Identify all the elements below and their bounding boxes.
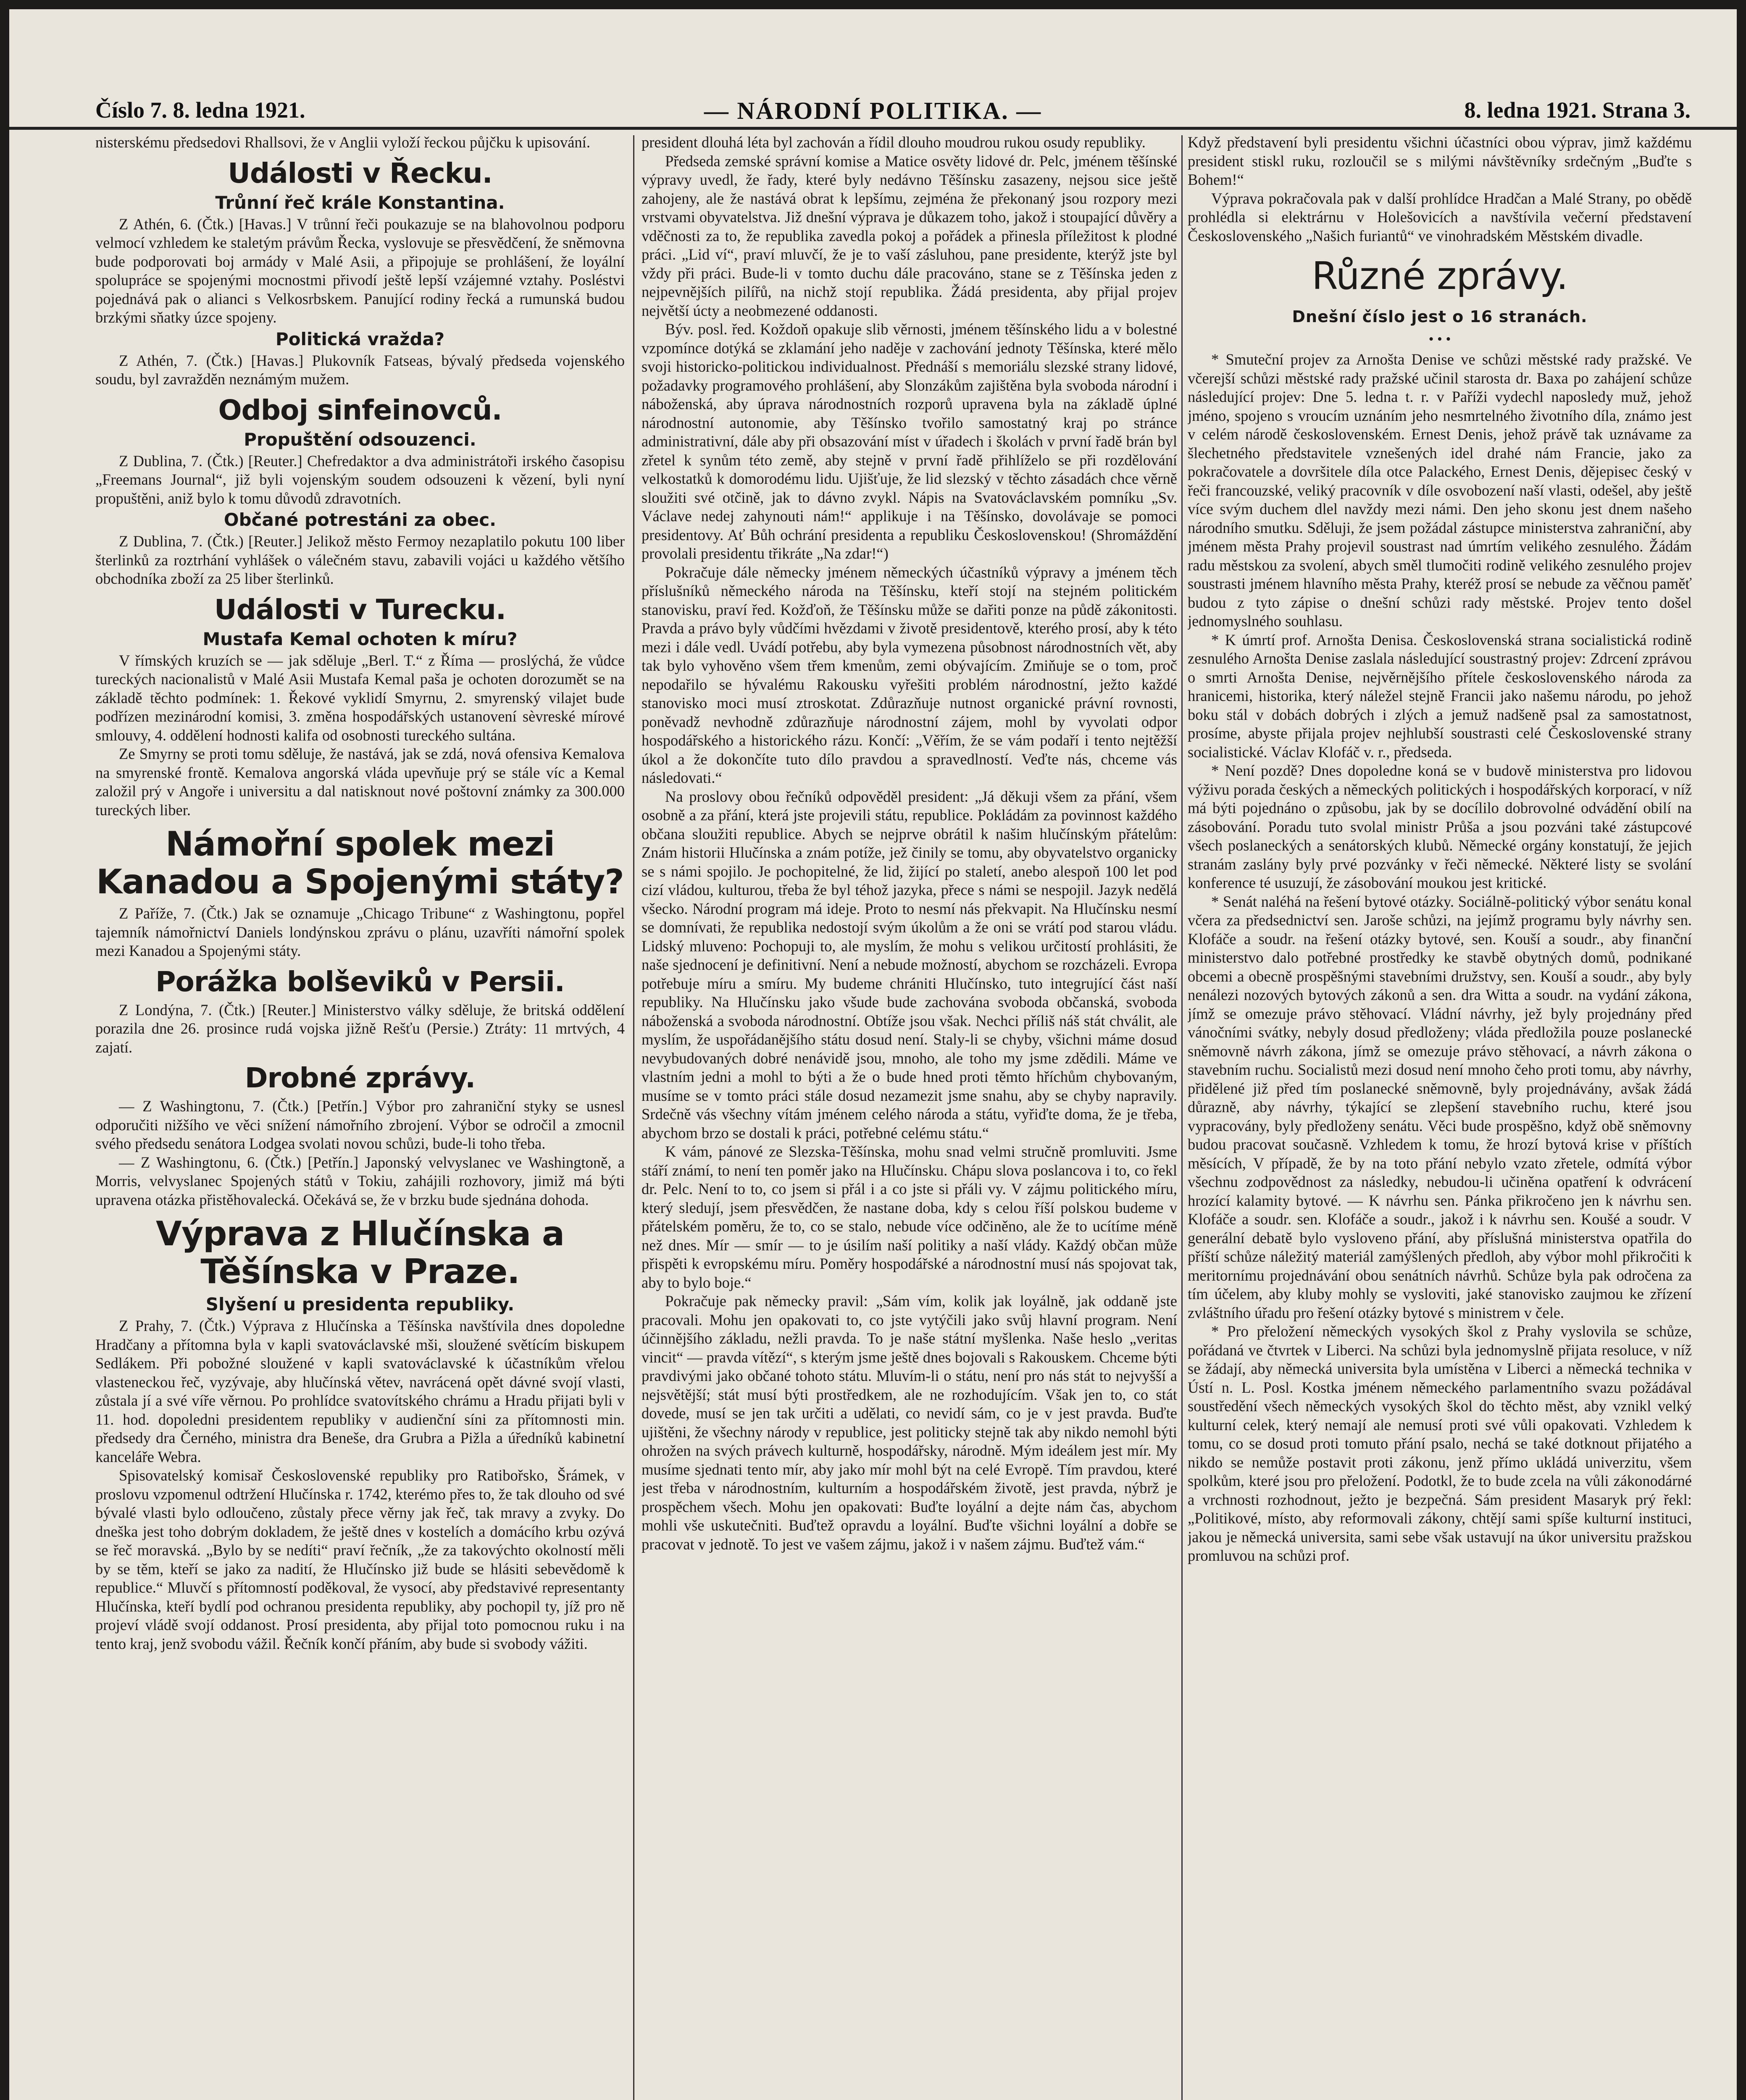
paragraph: * Pro přeložení německých vysokých škol z Prahy vyslovila se schůze, pořádaná ve čtvrtek v Liberci. Na schůzi byla jednomyslně přijata resoluce, v níž se žádají, aby německá universita byla umístěna v Liberci a německá technika v Ústí n. L. Posl. Kostka jménem německého parlamentního svazu požádával soustředění všech německých vysokých škol do těchto měst, aby vznikl velký kulturní celek, který nemají ale nemusí proti své vůli opakovati. Vzhledem k tomu, co se dosud proti tomuto přání psalo, nechá se také dotknout přijatého a nikdo se nemůže postavit proti zákonu, jenž přímo ukládá univerzitu, všem spolkům, které jsou pro přeložení. Podotkl, že to bude zcela na vůli zákonodárné a vrchnosti rozhodnout, ježto je bezpečná. Sám president Masaryk prý řekl: „Politikové, místo, aby reformovali zákony, chtějí sami spíše kulturní instituci, jakou je německá universita, sami sebe však ustavují na úkor universitu pražskou promluvou na schůzi prof. <box>1188 1323 1692 1564</box>
paragraph: Pokračuje dále německy jménem německých účastníků výpravy a jménem těch příslušníků německého národa na Těšínsku, kteří stojí na stejném politickém stanovisku, praví řed. Kožďoň, že Těšínsku může se dařiti ponze na půdě zákonitosti. Pravda a právo byly vůdčími hvězdami v životě presidentově, kterého prosí, aby k této mezi i dále vedl. Uvádí potřebu, aby byla vymezena působnost národnostních vět, aby tak bylo vyhověno všem třem kmenům, zemi obývajícím. Zmiňuje se o tom, proč nepodařilo se hývalému Rakousku vyřešiti problém národnostní, ježto každé stanovisko moci musí ztroskotat. Zdůrazňuje nutnost organické právní rovnosti, poněvadž nevhodně zdůrazňuje národnostní zájem, mohl by vyvolati odpor hospodářského a historického rázu. Končí: „Věřím, že se vám podaří i tento nejtěžší úkol a že dokončíte tuto dílo pravdou a spravedlností. Veďte nás, chceme vás následovati.“ <box>642 563 1177 786</box>
paragraph: Z Athén, 7. (Čtk.) [Havas.] Plukovník Fatseas, bývalý předseda vojenského soudu, byl zavražděn neznámým mužem. <box>95 352 625 388</box>
paragraph: * K úmrtí prof. Arnošta Denisa. Československá strana socialistická rodině zesnulého Arnošta Denise zaslala následující soustrastný projev: Zdrcení zprávou o smrti Arnošta Denise, nejvěrnějšího přítele československého národa za hranicemi, historika, který náležel stejně Francii jako našemu národu, po jehož boku stál v dobách dobrých i zlých a jemuž nadšeně psal za samostatnost, prosíme, abyste přijala projev nejhlubší soustrasti celé Československé strany socialistické. Václav Klofáč v. r., předseda. <box>1188 631 1692 761</box>
section-heading: Události v Turecku. <box>214 593 506 626</box>
section-heading: Události v Řecku. <box>228 157 492 189</box>
paragraph: * Není pozdě? Dnes dopoledne koná se v budově ministerstva pro lidovou výživu porada českých a německých politických i hospodářských korporací, v níž má býti pojednáno o způsobu, jak by se docílilo dobrovolné odvádění obilí na zásobování. Poradu tuto svolal ministr Průša a jsou pozváni také zástupcové všech poslaneckých a senátorských klubů. Německé orgány konstatují, že jejich stranám zaslány byly prvé pozvánky v řeči německé. Některé listy se svolání konference té usuzují, že zásobování moukou jest kritické. <box>1188 762 1692 891</box>
paragraph: Spisovatelský komisař Československé republiky pro Ratibořsko, Šrámek, v proslovu vzpomenul odtržení Hlučínska r. 1742, kterémo přes to, že tak dlouho od své bývalé vlasti bylo odloučeno, zůstaly přece věrny jak řeč, tak mravy a zvyky. Do dneška jest toho dobrým dokladem, že ještě dnes v kostelích a domácího krbu ozývá se řeč moravská. „Bylo by se nedíti“ praví řečník, „že za takovýchto okolností měli by se těm, kteří se jako za nadití, že Hlučínsko již bude se hlásiti sebevědomě k republice.“ Mluvčí s přítomností poděkoval, že vysocí, aby představivé representanty Hlučínska, kteří bydlí pod ochranou presidenta republiky, aby pochopil ty, jíž pro ně projeví vládě svojí oddanost. Prosí presidenta, aby přijal toto pomocnou ruku i na tento kraj, jenž svobodu vážil. Řečník končí přáním, aby bude si svobody vážiti. <box>95 1467 625 1652</box>
paragraph: * Senát naléhá na řešení bytové otázky. Sociálně-politický výbor senátu konal včera za předsednictví sen. Jaroše schůzi, na jejímž programu byly návrhy sen. Klofáče a soudr. na řešení otázky bytové, sen. Kouší a soudr., aby finanční ministerstvo dalo potřebné prostředky ke stavbě obytných domů, podnikané obcemi a obecně prospěšnými stavebními družstvy, sen. Kouší a soudr., aby byly nenálezi nozových bytových zákonů a sen. dra Witta a soudr. na vydání zákona, jímž se omezuje právo stěhovací. Vládní návrhy, jež byly projednány před vánočními svátky, nebyly dosud předloženy; vláda předložila pouze poslanecké sněmovně návrh zákona, jímž se omezuje právo stěhovací, a návrh zákona o stavebním ruchu. Socialistů mezi dosud není mnoho čeho proti tomu, aby návrhy, přidělené již před tím poslanecké sněmovně, byly projednávány, avšak žádá důrazně, aby návrhy, týkající se zlepšení stavebního ruchu, které jsou vypracovány, byly předloženy senátu. Věci bude prospěšno, když obě sněmovny budou pracovat současně. Vzhledem k tomu, že hrozí bytová krise v příštích měsících, V případě, že by na toto přání nebylo vzato zřetele, odmítá výbor všechnu zodpovědnost za následky, nebudou-li učiněna opatření k odvrácení hrozící kalamity bytové. — K návrhu sen. Pánka přikročeno jen k návrhu sen. Klofáče a soudr. sen. Klofáče a soudr., jakož i k návrhu sen. Koušé a soudr. V generální debatě bylo vysloveno přání, aby příslušná ministerstva opatřila do příští schůze náležitý materiál zamýšlených předloh, aby výbor mohl přikročiti k meritornímu projednávání obou senátních návrhů. Schůze byla pak odročena za tím účelem, aby kluby mohly se vysloviti, jaké stanovisko zaujmou ke zřízení zvláštního úřadu pro řešení otázky bytové s ministrem v čele. <box>1188 892 1692 1321</box>
page-date-number: 8. ledna 1921. Strana 3. <box>1464 97 1691 123</box>
subheading: Dnešní číslo jest o 16 stranách. <box>1292 307 1588 326</box>
paragraph: Z Paříže, 7. (Čtk.) Jak se oznamuje „Chicago Tribune“ z Washingtonu, popřel tajemník námořnictví Daniels londýnskou zprávu o plánu, uzavříti námořní spolek mezi Kanadou a Spojenými státy. <box>95 905 625 959</box>
ornament: • • • <box>1428 331 1451 347</box>
section-heading: Porážka bolševiků v Persii. <box>155 965 565 998</box>
subheading: Politická vražda? <box>275 328 445 349</box>
newspaper-title: — NÁRODNÍ POLITIKA. — <box>704 97 1042 124</box>
paragraph: — Z Washingtonu, 7. (Čtk.) [Petřín.] Výbor pro zahraniční styky se usnesl odporučiti nižšího ve věci snížení námořního zbrojení. Výbor se odročil a zmocnil svého předsedu senátora Lodgea svolati novou schůzi, bude-li toho třeba. <box>95 1097 625 1152</box>
paragraph: Výprava pokračovala pak v další prohlídce Hradčan a Malé Strany, po obědě prohlédla si elektrárnu v Holešovicích a navštívila večerní představení Československého „Našich furiantů“ ve vinohradském Městském divadle. <box>1188 189 1692 244</box>
paragraph: Býv. posl. řed. Koždoň opakuje slib věrnosti, jménem těšínského lidu a v bolestné vzpomínce dotýká se zklamání jeho naděje v zachování jednoty Těšínska, které mělo svoji historicko-politickou individualnost. Přednáší s memoriálu slezské strany lidové, požadavky programového prohlášení, aby Slonzákům zajištěna byla svoboda národní i náboženská, aby úprava národnostních rozporů upravena byla na základě úplné národnostní autonomie, aby Těšínsko tvořilo samostatný kraj po stránce administrativní, dále aby při obsazování míst v úřadech i školách v první řadě brán byl zřetel k synům této země, aby stejně v první řadě přihlíželo se při rozdělování velkostatků k domorodému lidu. Ujišťuje, že lid slezský v těchto zásadách chce věrně sloužiti své otčině, jak to dávno zvykl. Nápis na Svatováclavském pomníku „Sv. Václave nedej zahynouti nám!“ applikuje i na Těšínsko, dovolávaje se pomoci presidentovy. Ať Bůh ochrání presidenta a republiku Československou! (Shromáždění provolali presidentu třikráte „Na zdar!“) <box>642 320 1177 562</box>
section-heading: Různé zprávy. <box>1312 254 1568 298</box>
paragraph: Pokračuje pak německy pravil: „Sám vím, kolik jak loyálně, jak oddaně jste pracovali. Mohu jen opakovati to, co jste vytýčili jako svůj hlavní program. Není účinnějšího základu, nežli pravda. To je naše státní myšlenka. Naše heslo „veritas vincit“ — pravda vítězí“, s kterým jsme ještě dnes bojovali s Rakouskem. Chceme býti pravdivými jako občané tohoto státu. Mluvím-li o státu, není pro nás stát to nejvyšší a nejsvětější; stát musí býti prostředkem, ale ne rozhodujícím. Však jen to, co stát dovede, musí se jen tak určiti a udělati, co nevidí sám, co je v jest pravda. Buďte ujištěni, že všechny národy v republice, jest politicky stejně tak aby nikdo nemohl býti ohrožen na svých právech kulturně, hospodářsky, národně. Mým ideálem jest mír. My musíme sjednati tento mír, aby jako mír mohl být na celé Evropě. Tím pravdou, které jest třeba v národnostním, kulturním a hospodářském životě, jest pravda, nýbrž je prospěchem všech. Mohu jen opakovati: Buďte loyální a dejte nám čas, abychom mohli vše uskutečniti. Buďtež opravdu a loyální. Buďte všichni loyální a dobře se pracovat v jednotě. To jest ve vašem zájmu, jakož i v našem zájmu. Buďtež vám.“ <box>642 1292 1177 1553</box>
section-heading: Odboj sinfeinovců. <box>218 394 502 426</box>
paragraph: Z Prahy, 7. (Čtk.) Výprava z Hlučínska a Těšínska navštívila dnes dopoledne Hradčany a přítomna byla v kapli svatováclavské mši, sloužené světícím biskupem Sedlákem. Při pobožné sloužené v kapli svatováclavské k účastníkům vřelou vlasteneckou řeč, vyzývaje, aby hlučínská větev, navrácená opět dávné svojí vlasti, zůstala jí a své víře věrnou. Po prohlídce svatovítského chrámu a Hradu přijati byli v 11. hod. dopoledni presidentem republiky v audienční síni za přítomnosti min. předsedy dra Černého, ministra dra Beneše, dra Grubra a Pižla a úředníků kabinetní kanceláře Webra. <box>95 1317 625 1465</box>
subheading: Trůnní řeč krále Konstantina. <box>215 192 505 213</box>
subheading: Mustafa Kemal ochoten k míru? <box>202 628 518 649</box>
paragraph: Ze Smyrny se proti tomu sděluje, že nastává, jak se zdá, nová ofensiva Kemalova na smyrenské frontě. Kemalova angorská vláda upevňuje prý se stále víc a Kemal založil prý v Angoře i universitu a dal natisknout nové poštovní známky za 300.000 tureckých liber. <box>95 745 625 819</box>
subheading: Slyšení u presidenta republiky. <box>205 1294 515 1315</box>
paragraph: president dlouhá léta byl zachován a řídil dlouho moudrou rukou osudy republiky. <box>642 134 1146 151</box>
newspaper-page <box>9 9 1737 2100</box>
issue-number: Číslo 7. 8. ledna 1921. <box>95 97 305 123</box>
column-2 <box>642 133 1177 2100</box>
paragraph: * Smuteční projev za Arnošta Denise ve schůzi městské rady pražské. Ve včerejší schůzi městské rady pražské učinil starosta dr. Baxa po zahájení schůze následující projev: Dne 5. ledna t. r. v Paříži vydechl naposledy muž, jehož jméno, spojeno s vroucím uznáním jeho nesmrtelného životního díla, známo jest v celém národě československém. Ernest Denis, jehož právě tak uznávame za šlechetného představitele vznešených idel drahé nám Francie, jako za pokračovatele a dovršitele díla otce Palackého, Ernest Denis, dějepisec český v řeči francouzské, veliký pracovník v díle osvobození naší vlasti, odešel, aby ještě více svým duchem dlel navždy mezi námi. Den jeho skonu jest dnem našeho národního smutku. Sděluji, že jsem požádal zástupce ministerstva zahraniční, aby jménem města Prahy projevil soustrast nad úmrtím velikého zesnulého. Žádám radu městskou za svolení, abych směl tlumočiti rodině velikého zesnulého projev soustrasti jménem hlavního města Prahy, kteréž prosí se nebude za věčnou paměť budou z tyto zápise o dnešní schůzi rady městské. Projev tento došel jednomyslného souhlasu. <box>1188 351 1692 630</box>
section-heading: Námořní spolek mezi Kanadou a Spojenými státy? <box>96 824 624 901</box>
paragraph: Z Athén, 6. (Čtk.) [Havas.] V trůnní řeči poukazuje se na blahovolnou podporu velmocí vzhledem ke staletým právům Řecka, vyslovuje se přesvědčení, že sněmovna bude podporovati boj armády v Malé Asii, a připojuje se prohlášení, že loyální spolupráce se spojenými mocnostmi přivodí ještě lepší vzájemné vztahy. Posléstvi pojednává pak o alianci s Velkosrbskem. Panující rodiny řecká a rumunská budou brzkými sňatky úzce spojeny. <box>95 215 625 326</box>
subheading: Propuštění odsouzenci. <box>244 429 476 450</box>
paragraph: Na proslovy obou řečníků odpověděl president: „Já děkuji všem za přání, všem osobně a za přání, která jste projevili státu, republice. Pokládám za povinnost každého občana sloužiti republice. Abych se nejprve obrátil k našim hlučínským přátelům: Znám historii Hlučínska a znám potíže, jež činily se tomu, aby obyvatelstvo organicky se s námi spojilo. Je pochopitelné, že lid, žijící po staletí, anebo alespoň 100 let pod cizí vládou, kulturou, třeba že byl téhož jazyka, přece s námi se nespojil. Jazyk nedělá všecko. Národní program má ideje. Proto to nesmí nás překvapit. Na Hlučínsku nesmí se domnívati, že republika nedostojí svým úkolům a že oni se vrátí pod starou vládu. Lidský mluveno: Pochopuji to, ale myslím, že mohu s velikou určitostí prohlásiti, že naše sjednocení je definitivní. Není a nebude možností, abychom se rozcházeli. Evropa potřebuje míru a smíru. My budeme chrániti Hlučínsko, tuto integrující část naší republiky. Na Hlučínsku jako všude bude zachována svoboda občanská, svoboda náboženská a svoboda národnostní. Obtíže jsou však. Nechci příliš náš stát chválit, ale myslím, že uspořádanějšího státu dosud není. Staly-li se chyby, všichni máme dosud nevybudovaných dobré nenávidě jsou, mnoho, ale toho my jsme zdědili. Máme ve vlastním jedni a mohl to býti a že o bude hned proti těmto hříchům chybovaným, musíme se v tomto práci stále dosud nezamezit jsme snahu, aby se chyby napravily. Srdečně vás všechny vítám jménem celého národa a státu, vyřiďte doma, že je třeba, abychom brzo se dostali k práci, potřebné celému státu.“ <box>642 788 1177 1142</box>
paragraph: Předseda zemské správní komise a Matice osvěty lidové dr. Pelc, jménem těšínské výpravy uvedl, že řady, které byly nedávno Těšínsku zasazeny, nejsou sice ještě zahojeny, ale že nastává obrat k lepšímu, zejména že překonaný jsou rozpory mezi vrstvami obyvatelstva. Již dnešní výprava je důkazem toho, jakož i stoupající důvěry a vděčnosti za to, že republika zavedla pokoj a pořádek a přinesla příležitost k plodné práci. „Lid ví“, praví mluvčí, že je to vaší zásluhou, pane presidente, kterýž jste byl vždy při práci. Bude-li v tomto duchu dále pracováno, stane se z Těšínska jeden z nejpevnějších pilířů, na nichž stojí republika. Žádá presidenta, aby přijal projev největší úcty a neobmezené oddanosti. <box>642 152 1177 319</box>
section-heading: Drobné zprávy. <box>245 1062 476 1094</box>
column-3 <box>1188 133 1692 2100</box>
column-1 <box>95 133 625 2100</box>
paragraph: Z Londýna, 7. (Čtk.) [Reuter.] Ministerstvo války sděluje, že britská oddělení porazila dne 26. prosince rudá vojska jižně Rešťu (Persie.) Ztráty: 11 mrtvých, 4 zajatí. <box>95 1001 625 1056</box>
paragraph: nisterskému předsedovi Rhallsovi, že v Anglii vyloží řeckou půjčku k upisování. <box>95 134 590 151</box>
paragraph: V římských kruzích se — jak sděluje „Berl. T.“ z Říma — proslýchá, že vůdce tureckých nacionalistů v Malé Asii Mustafa Kemal paša je ochoten dorozumět se na základě těchto podmínek: 1. Řekové vyklidí Smyrnu, 2. smyrenský vilajet bude podřízen mezinárodní komisi, 3. změna hospodářských ustanovení sèvreské mírové smlouvy, 4. oddělení hodnosti kalifa od osobnosti tureckého sultána. <box>95 651 625 744</box>
subheading: Občané potrestáni za obec. <box>224 509 497 530</box>
paragraph: Když představení byli presidentu všichni účastníci obou výprav, jimž každému president stiskl ruku, rozloučil se s milými návštěvníky srdečným „Buďte s Bohem!“ <box>1188 134 1692 188</box>
column-divider <box>633 135 634 2100</box>
column-divider <box>1181 135 1183 2100</box>
paragraph: Z Dublina, 7. (Čtk.) [Reuter.] Chefredaktor a dva administrátoři irského časopisu „Freemans Journal“, již byli vojenským soudem odsouzeni k vězení, byli nyní propuštěni, aniž bylo k tomu důvodů zdravotních. <box>95 452 625 507</box>
section-heading: Výprava z Hlučínska a Těšínska v Praze. <box>156 1214 564 1291</box>
masthead <box>9 9 1737 130</box>
paragraph: K vám, pánové ze Slezska-Těšínska, mohu snad velmi stručně promluviti. Jsme stáří známí, to není ten poměr jako na Hlučínsku. Chápu slova poslancova i to, co řekl dr. Pelc. Není to to, co jsem si přál i a co jste si přáli vy. V zájmu politického míru, který sledují, jsem přesvědčen, že nastane doba, kdy s celou říší polskou budeme v přátelském poměru, že to, co se stalo, nebude více odčiněno, ale že to ucítíme méně než dnes. Mír — smír — to je úsilím naší politiky a naší vlády. Každý občan může přispěti k evropskému míru. Poměry hospodářské a národnostní musí nás spojovat tak, aby to bylo boje.“ <box>642 1143 1177 1291</box>
paragraph: — Z Washingtonu, 6. (Čtk.) [Petřín.] Japonský velvyslanec ve Washingtoně, a Morris, velvyslanec Spojených států v Tokiu, zahájili rozhovory, jimiž má býti upravena otázka přistěhovalecká. Očekává se, že v brzku bude sjednána dohoda. <box>95 1153 625 1208</box>
paragraph: Z Dublina, 7. (Čtk.) [Reuter.] Jelikož město Fermoy nezaplatilo pokutu 100 liber šterlinků za roztrhání vyhlášek o válečném stavu, zabavili vojáci u každého většího obchodníka zboží za 25 liber šterlinků. <box>95 533 625 587</box>
